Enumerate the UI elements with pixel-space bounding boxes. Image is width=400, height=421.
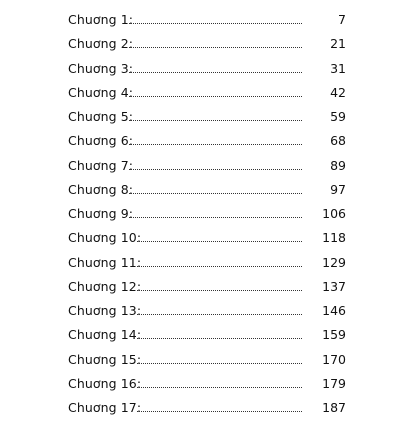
toc-entry-2: [68, 32, 346, 56]
toc-chapter-label: Chuơng 15:: [68, 351, 142, 367]
toc-entry-5: [68, 105, 346, 129]
toc-page-number: 179: [322, 375, 346, 391]
toc-entry-3: [68, 57, 346, 81]
toc-entry-15: [68, 348, 346, 372]
toc-page-number: 187: [322, 400, 346, 416]
toc-page-number: 7: [338, 12, 346, 27]
toc-chapter-label: Chuơng 12:: [68, 278, 142, 294]
toc-page-number: 118: [322, 230, 346, 246]
toc-dot-leader: [137, 241, 302, 242]
toc-page-number: 68: [330, 133, 346, 149]
toc-dot-leader: [129, 23, 302, 24]
toc-chapter-label: Chuơng 7:: [68, 157, 134, 173]
toc-chapter-label: Chuơng 2:: [68, 36, 134, 52]
toc-dot-leader: [137, 363, 302, 364]
toc-page-number: 106: [322, 206, 346, 222]
toc-page-number: 21: [330, 36, 346, 52]
toc-dot-leader: [129, 144, 302, 145]
toc-page-number: 146: [322, 303, 346, 319]
toc-dot-leader: [137, 266, 302, 267]
toc-dot-leader: [129, 193, 302, 194]
toc-chapter-label: Chuơng 16:: [68, 375, 142, 391]
toc-chapter-label: Chuơng 17:: [68, 400, 142, 416]
toc-entry-12: [68, 275, 346, 299]
toc-dot-leader: [137, 290, 302, 291]
toc-entry-7: [68, 154, 346, 178]
toc-chapter-label: Chuơng 14:: [68, 327, 142, 343]
toc-dot-leader: [137, 338, 302, 339]
table-of-contents: [68, 8, 346, 421]
toc-dot-leader: [129, 47, 302, 48]
toc-page-number: 159: [322, 327, 346, 343]
toc-entry-11: [68, 251, 346, 275]
toc-entry-14: [68, 323, 346, 347]
toc-entry-16: [68, 372, 346, 396]
toc-page-number: 170: [322, 351, 346, 367]
toc-dot-leader: [129, 217, 302, 218]
toc-page-number: 59: [330, 109, 346, 125]
toc-entry-9: [68, 202, 346, 226]
toc-dot-leader: [129, 120, 302, 121]
toc-dot-leader: [129, 96, 302, 97]
toc-chapter-label: Chuơng 6:: [68, 133, 134, 149]
toc-dot-leader: [137, 387, 302, 388]
toc-chapter-label: Chuơng 5:: [68, 109, 134, 125]
toc-chapter-label: Chuơng 3:: [68, 60, 134, 76]
toc-page-number: 89: [330, 157, 346, 173]
toc-page-number: 137: [322, 278, 346, 294]
toc-page-number: 31: [330, 60, 346, 76]
toc-entry-6: [68, 129, 346, 153]
toc-entry-8: [68, 178, 346, 202]
toc-chapter-label: Chuơng 10:: [68, 230, 142, 246]
toc-entry-1: [68, 8, 346, 32]
toc-chapter-label: Chuơng 13:: [68, 303, 142, 319]
toc-page-number: 42: [330, 84, 346, 100]
toc-dot-leader: [129, 169, 302, 170]
toc-entry-13: [68, 299, 346, 323]
toc-page-number: 129: [322, 254, 346, 270]
toc-chapter-label: Chuơng 8:: [68, 181, 134, 197]
toc-entry-4: [68, 81, 346, 105]
toc-dot-leader: [129, 72, 302, 73]
toc-chapter-label: Chuơng 1:: [68, 12, 134, 27]
toc-page-number: 97: [330, 181, 346, 197]
toc-dot-leader: [137, 411, 302, 412]
toc-chapter-label: Chuơng 9:: [68, 206, 134, 222]
toc-dot-leader: [137, 314, 302, 315]
toc-entry-10: [68, 226, 346, 250]
toc-chapter-label: Chuơng 4:: [68, 84, 134, 100]
toc-chapter-label: Chuơng 11:: [68, 254, 142, 270]
